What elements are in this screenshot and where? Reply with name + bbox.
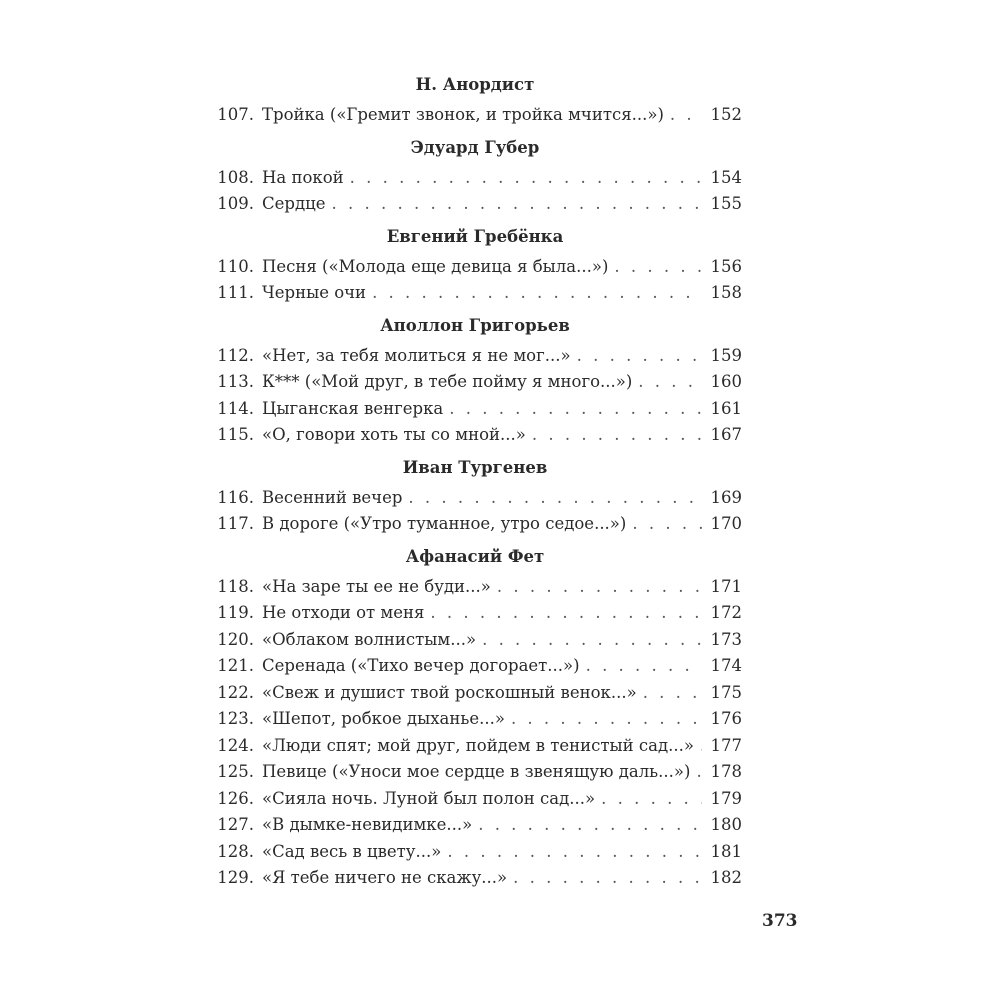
author-heading: Эдуард Губер	[410, 137, 540, 157]
entry-page: 172	[710, 603, 742, 622]
entry-title: «Облаком волнистым...»	[262, 629, 477, 649]
entry-page: 175	[710, 682, 742, 702]
toc-entry	[208, 485, 742, 512]
page-number: 373	[762, 911, 798, 931]
toc-entry	[208, 396, 742, 423]
entry-page: 178	[710, 762, 742, 781]
dot-leader	[670, 102, 702, 129]
dot-leader	[632, 511, 702, 538]
entry-number: 119.	[217, 603, 254, 622]
toc-entry	[208, 600, 742, 627]
entry-number: 127.	[217, 815, 254, 834]
entry-number: 126.	[217, 788, 254, 808]
entry-title: Песня («Молода еще девица я была...»)	[262, 256, 609, 276]
entry-title: «Шепот, робкое дыханье...»	[262, 709, 505, 728]
dot-leader	[700, 733, 702, 760]
entry-page: 167	[710, 425, 742, 444]
dot-leader	[497, 574, 702, 601]
table-of-contents	[208, 66, 742, 892]
entry-title: В дороге («Утро туманное, утро седое...»)	[262, 514, 627, 533]
entry-number: 118.	[217, 576, 254, 596]
entry-number: 123.	[217, 709, 254, 728]
toc-entry	[208, 733, 742, 760]
entry-page: 158	[710, 283, 742, 302]
entry-title: Тройка («Гремит звонок, и тройка мчится...»)	[262, 105, 664, 124]
toc-entry	[208, 191, 742, 218]
entry-title: «На заре ты ее не буди...»	[262, 576, 491, 596]
dot-leader	[696, 759, 702, 786]
author-heading: Аполлон Григорьев	[380, 315, 570, 335]
entry-number: 107.	[217, 105, 254, 124]
entry-page: 169	[710, 487, 742, 507]
entry-page: 156	[710, 256, 742, 276]
entry-page: 170	[710, 514, 742, 533]
dot-leader	[586, 653, 702, 680]
entry-page: 173	[710, 629, 742, 649]
entry-title: «Сад весь в цвету...»	[262, 841, 442, 861]
entry-title: Не отходи от меня	[262, 603, 425, 622]
dot-leader	[478, 812, 702, 839]
entry-title: «Свеж и душист твой роскошный венок...»	[262, 682, 637, 702]
toc-entry	[208, 759, 742, 786]
dot-leader	[511, 706, 702, 733]
toc-entry	[208, 812, 742, 839]
entry-title: «Сияла ночь. Луной был полон сад...»	[262, 788, 596, 808]
dot-leader	[638, 369, 702, 396]
entry-title: «Люди спят; мой друг, пойдем в тенистый сад...»	[262, 735, 694, 755]
entry-page: 180	[710, 815, 742, 834]
author-heading: Иван Тургенев	[402, 457, 548, 477]
entry-page: 155	[710, 194, 742, 213]
entry-page: 171	[710, 576, 742, 596]
entry-title: «Я тебе ничего не скажу...»	[262, 868, 508, 887]
entry-title: Певице («Уноси мое сердце в звенящую даль...»)	[262, 762, 691, 781]
entry-page: 177	[710, 735, 742, 755]
entry-page: 160	[710, 372, 742, 391]
toc-entry	[208, 627, 742, 654]
toc-entry	[208, 865, 742, 892]
entry-page: 179	[710, 788, 742, 808]
entry-number: 117.	[217, 514, 254, 533]
entry-number: 121.	[217, 656, 254, 675]
toc-entry	[208, 653, 742, 680]
entry-title: «В дымке-невидимке...»	[262, 815, 473, 834]
toc-entry	[208, 706, 742, 733]
toc-entry	[208, 422, 742, 449]
entry-number: 111.	[217, 283, 254, 302]
dot-leader	[643, 680, 702, 707]
dot-leader	[614, 254, 702, 281]
entry-title: Сердце	[262, 194, 326, 213]
dot-leader	[408, 485, 702, 512]
toc-entry	[208, 786, 742, 813]
entry-page: 152	[710, 105, 742, 124]
entry-number: 124.	[217, 735, 254, 755]
entry-page: 176	[710, 709, 742, 728]
dot-leader	[513, 865, 702, 892]
entry-number: 110.	[217, 256, 254, 276]
dot-leader	[372, 280, 702, 307]
entry-number: 112.	[217, 345, 254, 365]
entry-page: 154	[710, 167, 742, 187]
toc-entry	[208, 254, 742, 281]
entry-number: 129.	[217, 868, 254, 887]
entry-number: 122.	[217, 682, 254, 702]
toc-entry	[208, 165, 742, 192]
toc-entry	[208, 511, 742, 538]
dot-leader	[449, 396, 702, 423]
entry-number: 114.	[217, 398, 254, 418]
dot-leader	[430, 600, 702, 627]
entry-number: 128.	[217, 841, 254, 861]
entry-number: 120.	[217, 629, 254, 649]
toc-entry	[208, 280, 742, 307]
entry-page: 181	[710, 841, 742, 861]
dot-leader	[350, 165, 702, 192]
toc-entry	[208, 369, 742, 396]
entry-page: 182	[710, 868, 742, 887]
toc-entry	[208, 343, 742, 370]
toc-entry	[208, 680, 742, 707]
entry-title: К*** («Мой друг, в тебе пойму я много...»)	[262, 372, 633, 391]
entry-title: Серенада («Тихо вечер догорает...»)	[262, 656, 580, 675]
author-heading: Афанасий Фет	[405, 546, 545, 566]
entry-page: 161	[710, 398, 742, 418]
entry-title: «О, говори хоть ты со мной...»	[262, 425, 526, 444]
entry-title: «Нет, за тебя молиться я не мог...»	[262, 345, 571, 365]
entry-title: На покой	[262, 167, 344, 187]
entry-number: 108.	[217, 167, 254, 187]
entry-number: 113.	[217, 372, 254, 391]
dot-leader	[447, 839, 702, 866]
toc-entry	[208, 574, 742, 601]
author-heading: Н. Анордист	[415, 75, 535, 94]
dot-leader	[532, 422, 702, 449]
entry-title: Цыганская венгерка	[262, 398, 444, 418]
dot-leader	[332, 191, 703, 218]
toc-entry	[208, 839, 742, 866]
entry-number: 125.	[217, 762, 254, 781]
entry-number: 109.	[217, 194, 254, 213]
entry-title: Весенний вечер	[262, 487, 403, 507]
entry-page: 159	[710, 345, 742, 365]
author-heading: Евгений Гребёнка	[386, 226, 564, 246]
entry-page: 174	[710, 656, 742, 675]
entry-number: 116.	[217, 487, 254, 507]
entry-title: Черные очи	[262, 283, 367, 302]
dot-leader	[577, 343, 702, 370]
toc-entry	[208, 102, 742, 129]
entry-number: 115.	[217, 425, 254, 444]
dot-leader	[601, 786, 702, 813]
dot-leader	[482, 627, 702, 654]
